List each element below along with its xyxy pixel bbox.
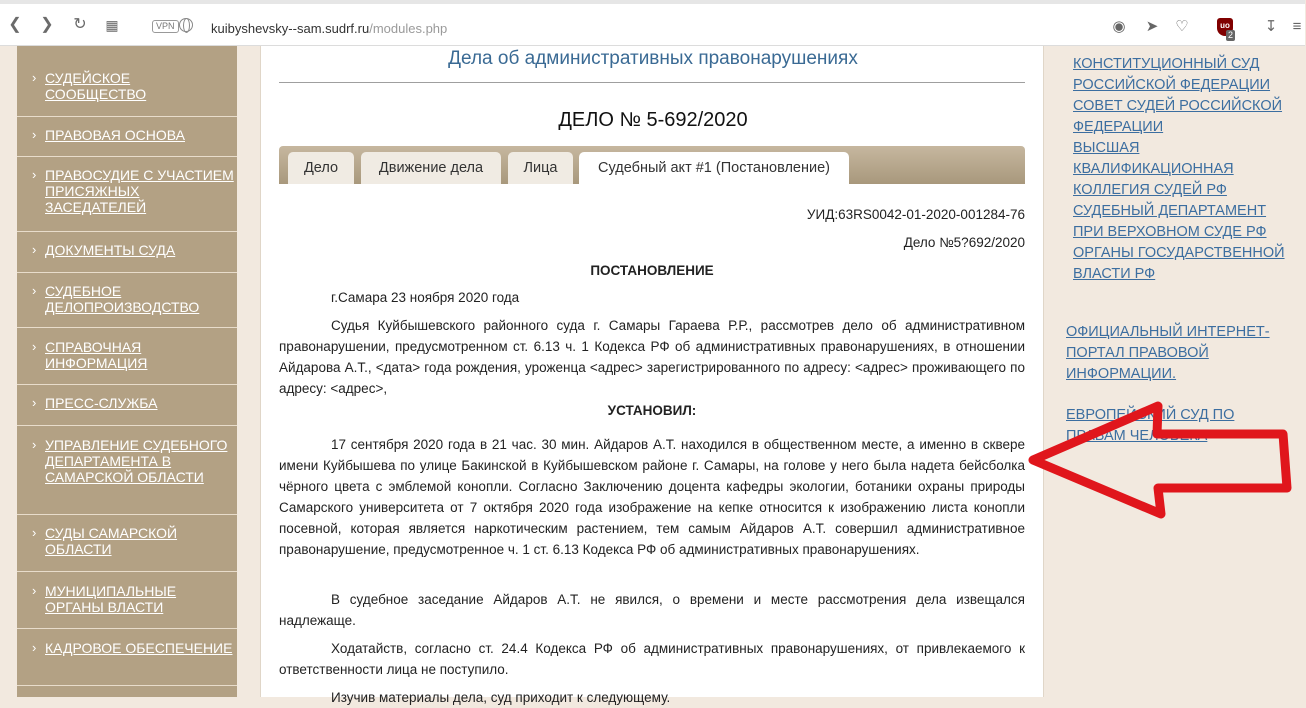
- tab-judicial-act[interactable]: Судебный акт #1 (Постановление): [579, 152, 849, 184]
- menu-link[interactable]: КАДРОВОЕ ОБЕСПЕЧЕНИЕ: [45, 640, 233, 656]
- camera-icon[interactable]: ◉: [1112, 18, 1126, 35]
- section-title: Дела об административных правонарушениях: [448, 48, 858, 69]
- menu-arrow-icon: ›: [32, 395, 37, 410]
- menu-link[interactable]: ПРЕСС-СЛУЖБА: [45, 395, 158, 411]
- menu-arrow-icon: ›: [32, 242, 37, 257]
- link-constitutional-court[interactable]: КОНСТИТУЦИОННЫЙ СУД РОССИЙСКОЙ ФЕДЕРАЦИИ: [1073, 56, 1271, 93]
- case-ref-line: Дело №5?692/2020: [903, 235, 1025, 250]
- menu-link[interactable]: СПРАВОЧНАЯ ИНФОРМАЦИЯ: [45, 339, 148, 371]
- menu-arrow-icon: ›: [32, 70, 37, 85]
- link-qualification-board[interactable]: ВЫСШАЯ КВАЛИФИКАЦИОННАЯ КОЛЛЕГИЯ СУДЕЙ РФ: [1073, 140, 1234, 198]
- menu-link[interactable]: СУДЕЙСКОЕ СООБЩЕСТВО: [45, 70, 147, 102]
- tab-strip: [0, 0, 1305, 4]
- menu-link[interactable]: ПРАВОВАЯ ОСНОВА: [45, 127, 185, 143]
- link-council-judges[interactable]: СОВЕТ СУДЕЙ РОССИЙСКОЙ ФЕДЕРАЦИИ: [1073, 98, 1283, 135]
- link-state-authorities[interactable]: ОРГАНЫ ГОСУДАРСТВЕННОЙ ВЛАСТИ РФ: [1073, 245, 1285, 282]
- main-content: [260, 46, 1044, 705]
- menu-link[interactable]: СУДЕБНОЕ ДЕЛОПРОИЗВОДСТВО: [45, 283, 200, 315]
- left-navigation: [17, 46, 237, 697]
- address-bar[interactable]: [211, 21, 447, 36]
- paragraph-3: В судебное заседание Айдаров А.Т. не явился, о времени и месте рассмотрения дела извещался надлежаще.: [279, 592, 1025, 628]
- tab-persons[interactable]: Лица: [508, 152, 573, 184]
- menu-item-courts[interactable]: [17, 515, 237, 572]
- menu-arrow-icon: ›: [32, 583, 37, 598]
- red-arrow-annotation: [1025, 400, 1305, 525]
- extension-badge: 2: [1228, 30, 1234, 40]
- url-domain: kuibyshevsky--sam.sudrf.ru: [211, 21, 370, 36]
- arrow-shape: [1033, 406, 1287, 514]
- reload-icon[interactable]: ↻: [73, 16, 87, 33]
- tab-movement[interactable]: Движение дела: [361, 152, 501, 184]
- globe-icon: [179, 18, 193, 32]
- right-sidebar: [1045, 46, 1305, 697]
- menu-item-jury[interactable]: [17, 157, 237, 232]
- case-number: ДЕЛО № 5-692/2020: [558, 109, 748, 131]
- tabs-grid-icon[interactable]: ▦: [105, 17, 119, 33]
- paragraph-4: Ходатайств, согласно ст. 24.4 Кодекса РФ об административных правонарушениях, от привлекаемого к ответственности лица не поступило.: [279, 641, 1025, 677]
- place-date: г.Самара 23 ноября 2020 года: [331, 290, 520, 305]
- paragraph-2: 17 сентября 2020 года в 21 час. 30 мин. Айдаров А.Т. находился в общественном месте, а именно в сквере имени Куйбышева по улице Бакинской в Куйбышевском районе г. Самары, на голове у него была надета бейсболка чёрного цвета с эмблемой конопли. Согласно Заключению доцента кафедры экологии, ботаники охраны природы Самарского университета от 7 октября 2020 года изображение на кепке относится к изображению листа конопли посевной, которая является наркотическим растением, тем самым Айдаров А.Т. совершил административное правонарушение, предусмотренное ч. 1 ст. 6.13 Кодекса РФ об административных правонарушениях.: [279, 437, 1025, 557]
- heart-icon[interactable]: ♡: [1175, 18, 1189, 35]
- paragraph-5: Изучив материалы дела, суд приходит к следующему.: [331, 690, 671, 705]
- paragraph-1: Судья Куйбышевского районного суда г. Самары Гараева Р.Р., рассмотрев дело об административном правонарушении, предусмотренном ст. 6.13 ч. 1 Кодекса РФ об административных правонарушениях, в отношении Айдарова А.Т., <дата> года рождения, уроженца <адрес> зарегистрированного по адресу: <адрес> проживающего по адресу: <адрес>,: [279, 318, 1025, 396]
- url-path: /modules.php: [369, 21, 448, 36]
- divider: [279, 82, 1025, 83]
- menu-link[interactable]: ПРАВОСУДИЕ С УЧАСТИЕМ ПРИСЯЖНЫХ ЗАСЕДАТЕЛЕЙ: [45, 167, 234, 215]
- menu-arrow-icon: ›: [32, 167, 37, 182]
- menu-item-court-documents[interactable]: [17, 232, 237, 273]
- link-judicial-department[interactable]: СУДЕБНЫЙ ДЕПАРТАМЕНТ ПРИ ВЕРХОВНОМ СУДЕ РФ: [1073, 203, 1267, 240]
- menu-arrow-icon: ›: [32, 525, 37, 540]
- menu-item-records[interactable]: [17, 273, 237, 328]
- menu-arrow-icon: ›: [32, 437, 37, 452]
- menu-link[interactable]: МУНИЦИПАЛЬНЫЕ ОРГАНЫ ВЛАСТИ: [45, 583, 177, 615]
- menu-arrow-icon: ›: [32, 339, 37, 354]
- browser-toolbar: [0, 0, 1305, 46]
- tab-case[interactable]: Дело: [288, 152, 354, 184]
- ublock-icon[interactable]: uo: [1217, 18, 1233, 36]
- send-icon[interactable]: ➤: [1145, 18, 1159, 35]
- menu-arrow-icon: ›: [32, 127, 37, 142]
- menu-link[interactable]: УПРАВЛЕНИЕ СУДЕБНОГО ДЕПАРТАМЕНТА В САМАРСКОЙ ОБЛАСТИ: [45, 437, 228, 485]
- menu-item-municipal[interactable]: [17, 572, 237, 629]
- doc-heading: ПОСТАНОВЛЕНИЕ: [590, 263, 714, 278]
- menu-item-reference-info[interactable]: [17, 328, 237, 385]
- uid-line: УИД:63RS0042-01-2020-001284-76: [806, 207, 1025, 222]
- case-tabs: [279, 146, 1025, 184]
- menu-item-legal-basis[interactable]: [17, 117, 237, 157]
- menu-item-personnel[interactable]: [17, 629, 237, 686]
- menu-arrow-icon: ›: [32, 640, 37, 655]
- forward-icon[interactable]: ❯: [40, 16, 54, 33]
- link-legal-portal[interactable]: ОФИЦИАЛЬНЫЙ ИНТЕРНЕТ-ПОРТАЛ ПРАВОВОЙ ИНФОРМАЦИИ.: [1066, 324, 1270, 382]
- menu-link[interactable]: СУДЫ САМАРСКОЙ ОБЛАСТИ: [45, 525, 178, 557]
- vpn-badge[interactable]: VPN: [152, 20, 179, 33]
- menu-icon[interactable]: ≡: [1292, 18, 1302, 35]
- menu-item-judicial-community[interactable]: [17, 46, 237, 117]
- back-icon[interactable]: ❮: [8, 16, 22, 33]
- link-echr[interactable]: ЕВРОПЕЙСКИЙ СУД ПО ПРАВАМ ЧЕЛОВЕКА: [1066, 407, 1235, 444]
- menu-item-press[interactable]: [17, 385, 237, 426]
- menu-item-department[interactable]: [17, 426, 237, 515]
- download-icon[interactable]: ↧: [1264, 18, 1278, 35]
- menu-arrow-icon: ›: [32, 283, 37, 298]
- doc-heading-2: УСТАНОВИЛ:: [607, 403, 697, 418]
- menu-link[interactable]: ДОКУМЕНТЫ СУДА: [45, 242, 176, 258]
